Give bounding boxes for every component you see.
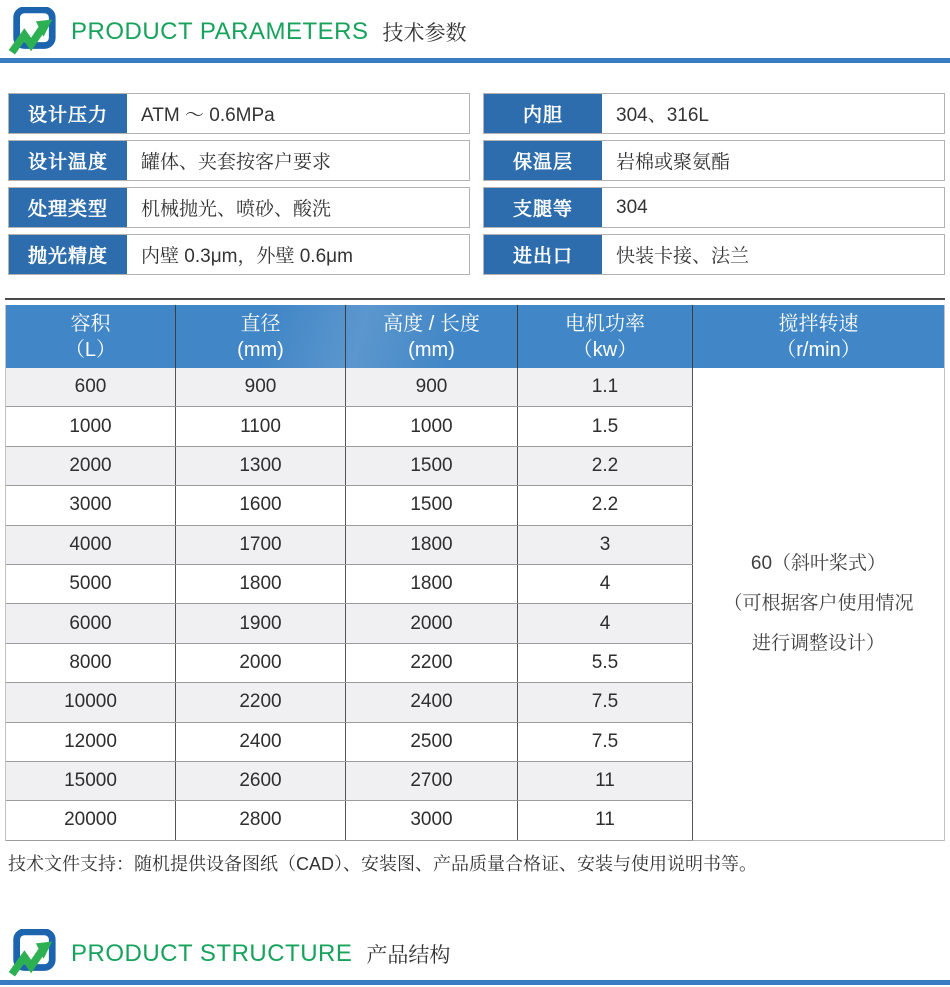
param-row: [8, 234, 470, 275]
parameters-column-left: [8, 93, 470, 281]
cell: 7.5: [518, 683, 693, 721]
table-row: [6, 723, 693, 762]
table-row: [6, 407, 693, 446]
header-cell-volume: [6, 305, 176, 368]
header-cell-height: [346, 305, 518, 368]
header-line: （L）: [64, 338, 117, 361]
param-value: ATM ～ 0.6MPa: [141, 105, 275, 126]
param-label: 内胆: [484, 94, 602, 133]
section-title-zh: 技术参数: [382, 22, 467, 45]
header-cell-motor-power: [518, 305, 693, 368]
cell: 1900: [176, 604, 346, 642]
param-label: 保温层: [484, 141, 602, 180]
cell: 2000: [346, 604, 518, 642]
cell: 15000: [6, 762, 176, 800]
cell: 2800: [176, 801, 346, 839]
table-row: [6, 604, 693, 643]
cell: 2600: [176, 762, 346, 800]
cell: 1500: [346, 486, 518, 524]
table-row: [6, 801, 693, 840]
header-line: (mm): [237, 338, 284, 361]
mixing-speed-span-cell: [693, 368, 944, 841]
parameters-column-right: [483, 93, 945, 281]
span-note-line: 进行调整设计）: [751, 632, 885, 654]
table-row: [6, 565, 693, 604]
table-row: [6, 486, 693, 525]
section-divider-bar: [0, 980, 950, 985]
cell: 1600: [176, 486, 346, 524]
param-row: [483, 187, 945, 228]
cell: 5000: [6, 565, 176, 603]
cell: 2200: [346, 644, 518, 682]
header-cell-mixing-speed: [693, 305, 944, 368]
table-row: [6, 762, 693, 801]
header-line: （r/min）: [776, 338, 861, 361]
table-row: [6, 447, 693, 486]
cell: 2000: [6, 447, 176, 485]
parameters-grid: [8, 93, 945, 281]
param-row: [483, 93, 945, 134]
cell: 20000: [6, 801, 176, 839]
cell: 900: [176, 368, 346, 406]
cell: 11: [518, 801, 693, 839]
cell: 3: [518, 526, 693, 564]
param-value: 罐体、夹套按客户要求: [141, 152, 332, 173]
param-row: [8, 187, 470, 228]
header-line: 电机功率: [565, 312, 645, 335]
param-row: [8, 140, 470, 181]
cell: 2400: [346, 683, 518, 721]
param-value: 机械抛光、喷砂、酸洗: [141, 199, 332, 220]
cell: 1800: [346, 526, 518, 564]
cell: 4: [518, 604, 693, 642]
cell: 7.5: [518, 723, 693, 761]
param-value: 岩棉或聚氨酯: [616, 152, 731, 173]
cell: 2400: [176, 723, 346, 761]
cell: 10000: [6, 683, 176, 721]
cell: 2.2: [518, 486, 693, 524]
cell: 3000: [6, 486, 176, 524]
spec-table-body: [6, 368, 944, 841]
table-row: [6, 683, 693, 722]
spec-table-header: [6, 305, 944, 368]
header-line: 直径: [240, 312, 281, 335]
cell: 3000: [346, 801, 518, 839]
param-row: [8, 93, 470, 134]
section-divider-bar: [0, 58, 950, 63]
cell: 1000: [346, 407, 518, 445]
cell: 5.5: [518, 644, 693, 682]
cell: 11: [518, 762, 693, 800]
parameters-section-header: [0, 0, 950, 58]
header-line: (mm): [408, 338, 455, 361]
cell: 8000: [6, 644, 176, 682]
param-label: 支腿等: [484, 188, 602, 227]
header-line: （kw）: [572, 338, 638, 361]
param-value: 内壁 0.3μm，外壁 0.6μm: [141, 246, 353, 267]
section-title-en: PRODUCT PARAMETERS: [71, 18, 369, 45]
param-row: [483, 234, 945, 275]
table-top-rule: [5, 298, 945, 300]
span-note-line: （可根据客户使用情况: [723, 592, 914, 614]
structure-section-header: [0, 922, 950, 980]
section-title-zh: 产品结构: [366, 943, 451, 967]
param-label: 设计温度: [9, 141, 127, 180]
param-label: 进出口: [484, 235, 602, 274]
brand-logo-icon: [8, 929, 58, 979]
cell: 4000: [6, 526, 176, 564]
cell: 1700: [176, 526, 346, 564]
header-line: 搅拌转速: [778, 312, 859, 335]
cell: 12000: [6, 723, 176, 761]
cell: 2200: [176, 683, 346, 721]
cell: 1800: [346, 565, 518, 603]
spec-table-rows: [6, 368, 693, 841]
cell: 1000: [6, 407, 176, 445]
param-value: 304: [616, 196, 648, 218]
cell: 600: [6, 368, 176, 406]
table-row: [6, 526, 693, 565]
param-value: 快装卡接、法兰: [616, 246, 750, 267]
spec-table: [5, 305, 945, 841]
cell: 4: [518, 565, 693, 603]
param-row: [483, 140, 945, 181]
header-cell-diameter: [176, 305, 346, 368]
param-label: 抛光精度: [9, 235, 127, 274]
header-line: 高度 / 长度: [383, 312, 480, 335]
cell: 2700: [346, 762, 518, 800]
cell: 2.2: [518, 447, 693, 485]
cell: 2500: [346, 723, 518, 761]
table-row: [6, 368, 693, 407]
technical-documents-note: 技术文件支持：随机提供设备图纸（CAD）、安装图、产品质量合格证、安装与使用说明书等。: [8, 853, 757, 874]
cell: 1800: [176, 565, 346, 603]
param-label: 处理类型: [9, 188, 127, 227]
table-row: [6, 644, 693, 683]
cell: 1.5: [518, 407, 693, 445]
section-title-en: PRODUCT STRUCTURE: [71, 939, 353, 967]
header-line: 容积: [70, 312, 111, 335]
cell: 1100: [176, 407, 346, 445]
cell: 1.1: [518, 368, 693, 406]
cell: 6000: [6, 604, 176, 642]
cell: 1300: [176, 447, 346, 485]
brand-logo-icon: [8, 7, 58, 57]
param-value: 304、316L: [616, 105, 709, 126]
span-note-line: 60（斜叶桨式）: [750, 552, 887, 574]
cell: 1500: [346, 447, 518, 485]
cell: 2000: [176, 644, 346, 682]
cell: 900: [346, 368, 518, 406]
param-label: 设计压力: [9, 94, 127, 133]
